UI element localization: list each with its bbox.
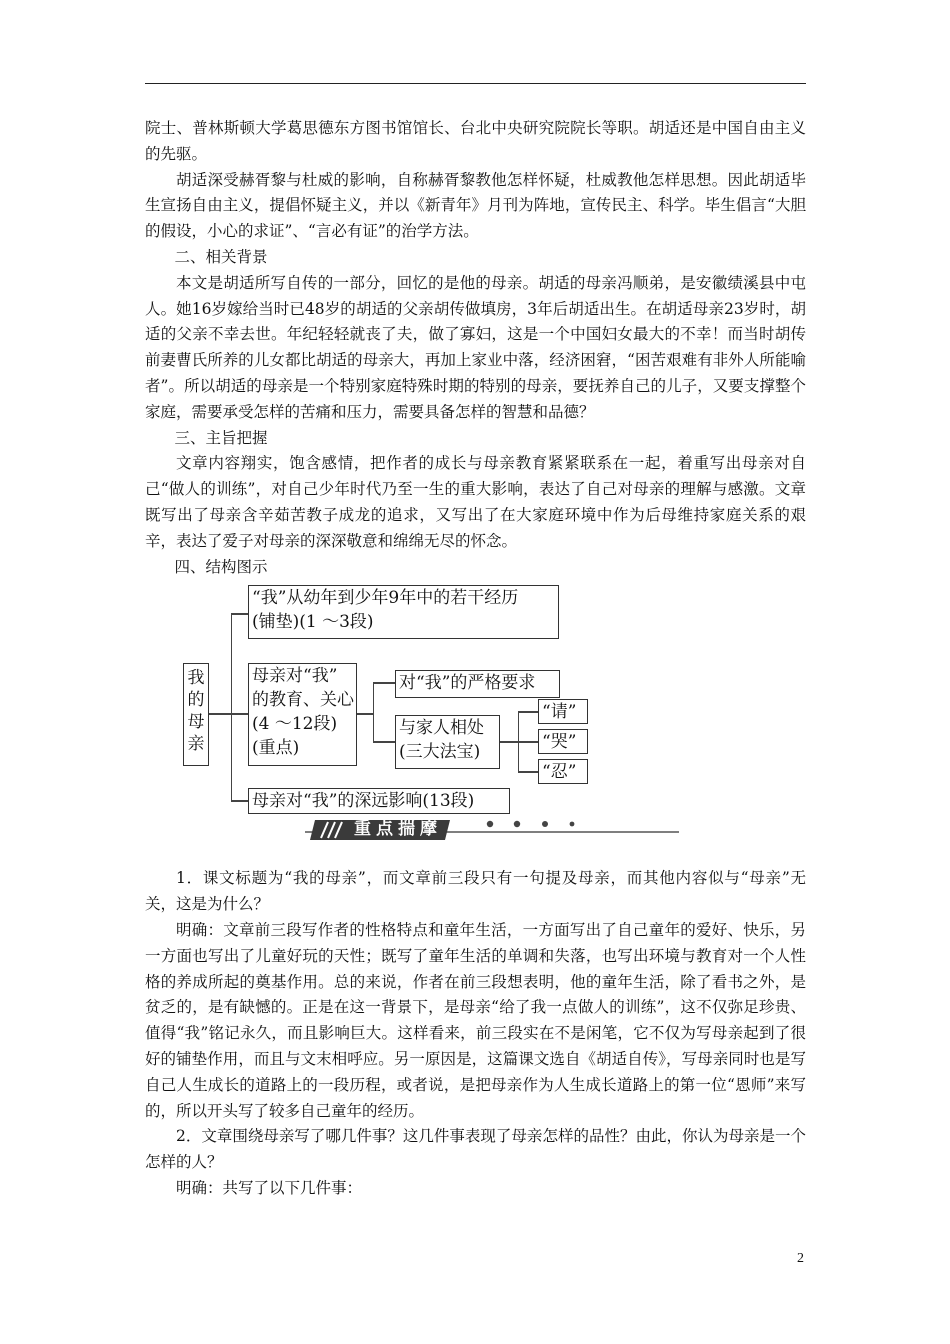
bracket-line xyxy=(231,613,232,801)
answer-1: 明确：文章前三段写作者的性格特点和童年生活，一方面写出了自己童年的爱好、快乐，另一方面也写出了儿童好玩的天性；既写了童年生活的单调和失落，也写出环境与教育对一个人性格的养成所起的奠基作用。总的来说，作者在前三段想表明，他的童年生活，除了看书之外，是贫乏的，是有缺憾的。正是在这一背景下，是母亲“给了我一点做人的训练”，这不仅弥足珍贵、值得“我”铭记永久，而且影响巨大。这样看来，前三段实在不是闲笔，它不仅为写母亲起到了很好的铺垫作用，而且与文末相呼应。另一原因是，这篇课文选自《胡适自传》，写母亲同时也是写自己人生成长的道路上的一段历程，或者说，是把母亲作为人生成长道路上的第一位“恩师”来写的，所以开头写了较多自己童年的经历。 xyxy=(145,920,806,1120)
diagram-branch-3: 母亲对“我”的深远影响(13段) xyxy=(248,788,510,814)
page-number: 2 xyxy=(797,1251,804,1266)
section-banner xyxy=(145,814,806,844)
page-body xyxy=(145,116,806,1202)
connector xyxy=(231,613,248,614)
connector xyxy=(357,713,373,714)
question-2: 2．文章围绕母亲写了哪几件事？这几件事表现了母亲怎样的品性？由此，你认为母亲是一个怎样的人？ xyxy=(145,1127,806,1172)
connector xyxy=(231,800,248,801)
branch-1-line-2: (铺垫)(1 ～3段) xyxy=(252,612,374,633)
connector xyxy=(373,741,395,742)
diagram-leaf-1: “请” xyxy=(538,699,588,724)
heading-theme: 三、主旨把握 xyxy=(174,428,268,447)
diagram-sub-family xyxy=(395,715,500,769)
question-1: 1．课文标题为“我的母亲”，而文章前三段只有一句提及母亲，而其他内容似与“母亲”无关，这是为什么？ xyxy=(145,869,806,914)
top-continuation: 院士、普林斯顿大学葛思德东方图书馆馆长、台北中央研究院院长等职。胡适还是中国自由主义的先驱。 xyxy=(145,119,806,163)
para-influence: 胡适深受赫胥黎与杜威的影响，自称赫胥黎教他怎样怀疑，杜威教他怎样思想。因此胡适毕生宣扬自由主义，提倡怀疑主义，并以《新青年》月刊为阵地，宣传民主、科学。毕生倡言“大胆的假设，小心的求证”、“言必有证”的治学方法。 xyxy=(145,170,806,241)
branch-2-line-1: 母亲对“我” xyxy=(252,666,338,687)
diagram-sub-strict: 对“我”的严格要求 xyxy=(395,670,560,698)
banner-title: 重点揣摩 xyxy=(354,819,442,840)
connector xyxy=(209,713,231,714)
diagram-root: 我的母亲 xyxy=(183,663,209,766)
heading-structure: 四、结构图示 xyxy=(174,557,268,576)
heading-background: 二、相关背景 xyxy=(174,247,268,266)
branch-2-line-3: (4 ～12段) xyxy=(252,714,338,735)
bracket-line xyxy=(373,682,374,741)
connector xyxy=(518,771,538,772)
para-background: 本文是胡适所写自传的一部分，回忆的是他的母亲。胡适的母亲冯顺弟，是安徽绩溪县中屯人。她16岁嫁给当时已48岁的胡适的父亲胡传做填房，3年后胡适出生。在胡适母亲23岁时，胡适的父亲不幸去世。年纪轻轻就丧了夫，做了寡妇，这是一个中国妇女最大的不幸！而当时胡传前妻曹氏所养的儿女都比胡适的母亲大，再加上家业中落，经济困窘，“困苦艰难有非外人所能喻者”。所以胡适的母亲是一个特别家庭特殊时期的特别的母亲，要抚养自己的儿子，又要支撑整个家庭，需要承受怎样的苦痛和压力，需要具备怎样的智慧和品德？ xyxy=(145,273,806,421)
sub-family-line-1: 与家人相处 xyxy=(399,718,484,739)
branch-1-line-1: “我”从幼年到少年9年中的若干经历 xyxy=(252,588,519,609)
connector xyxy=(500,741,518,742)
connector xyxy=(231,713,248,714)
branch-2-line-4: (重点) xyxy=(252,738,300,759)
connector xyxy=(373,682,395,683)
banner-graphic xyxy=(145,814,806,844)
structure-diagram xyxy=(145,582,806,812)
diagram-leaf-2: “哭” xyxy=(538,729,588,754)
diagram-branch-1 xyxy=(248,585,559,639)
sub-family-line-2: (三大法宝) xyxy=(399,742,481,763)
connector xyxy=(518,741,538,742)
connector xyxy=(518,711,538,712)
para-theme: 文章内容翔实，饱含感情，把作者的成长与母亲教育紧紧联系在一起，着重写出母亲对自己“做人的训练”，对自己少年时代乃至一生的重大影响，表达了自己对母亲的理解与感激。文章既写出了母亲含辛茹苦教子成龙的追求，又写出了在大家庭环境中作为后母维持家庭关系的艰辛，表达了爱子对母亲的深深敬意和绵绵无尽的怀念。 xyxy=(145,454,806,550)
branch-2-line-2: 的教育、关心 xyxy=(252,690,354,711)
diagram-branch-2 xyxy=(248,663,357,766)
answer-2: 明确：共写了以下几件事： xyxy=(176,1178,363,1197)
header-rule xyxy=(145,83,806,84)
diagram-leaf-3: “忍” xyxy=(538,759,588,784)
